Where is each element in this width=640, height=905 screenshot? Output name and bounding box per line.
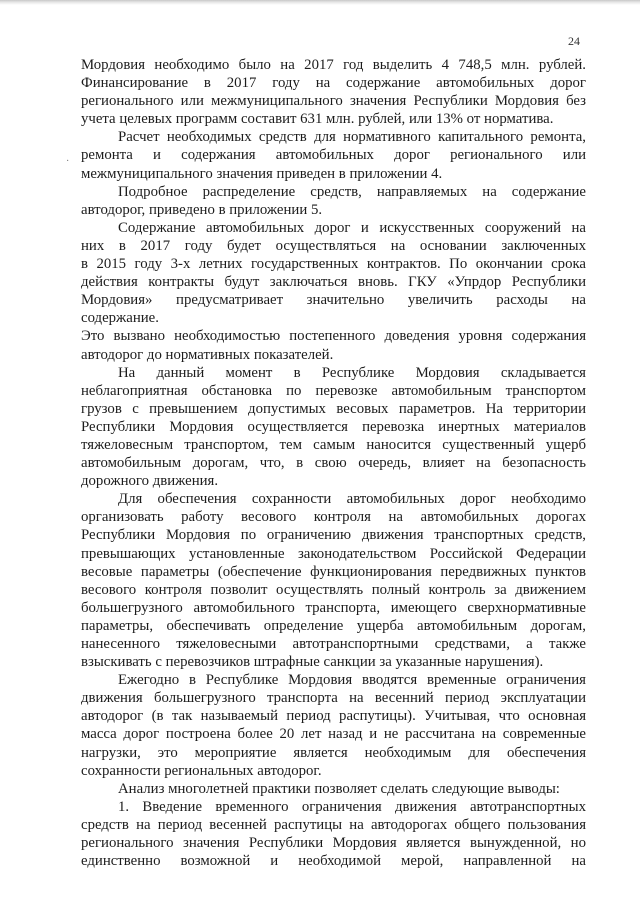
text-line: содержание. <box>81 310 159 327</box>
text-line: действия контракты будут заключаться вновь. ГКУ «Упрдор Республики <box>81 274 586 291</box>
text-line: Мордовия необходимо было на 2017 год выделить 4 748,5 млн. рублей. <box>81 57 586 73</box>
text-line: тяжеловесным транспортом, тем самым наносится существенный ущерб <box>81 436 586 453</box>
text-line: Это вызвано необходимостью постепенного доведения уровня содержания <box>81 328 586 345</box>
page-number: 24 <box>568 34 580 48</box>
text-line: автодорог (в так называемый период распутицы). Учитывая, что основная <box>81 708 586 725</box>
text-line: нанесенного тяжеловесными автотранспортными средствами, а также <box>81 636 586 652</box>
text-line: средств на период весенней распутицы на автодорогах общего пользования <box>81 816 586 833</box>
text-line: неблагоприятная обстановка по перевозке автомобильным транспортом <box>81 382 586 399</box>
text-line: масса дорог построена более 20 лет назад и не рассчитана на современные <box>81 726 586 743</box>
text-line: Республики Мордовия по ограничению движения транспортных средств, <box>81 527 586 544</box>
text-line: весового контроля позволит осуществлять полный контроль за движением <box>81 581 586 598</box>
scan-dot-mark: · <box>66 156 70 167</box>
text-line: ремонта и содержания автомобильных дорог регионального или <box>81 147 586 164</box>
text-line: Финансирование в 2017 году на содержание автомобильных дорог <box>81 75 586 92</box>
text-line: 1. Введение временного ограничения движения автотранспортных <box>118 798 586 815</box>
text-line: грузов с превышением допустимых весовых параметров. На территории <box>81 400 586 417</box>
text-line: Расчет необходимых средств для нормативного капитального ремонта, <box>118 129 586 146</box>
text-line: большегрузного автомобильного транспорта, имеющего сверхнормативные <box>81 599 586 616</box>
text-line: взыскивать с перевозчиков штрафные санкции за указанные нарушения). <box>81 654 544 671</box>
text-line: Подробное распределение средств, направляемых на содержание <box>118 183 586 200</box>
text-line: На данный момент в Республике Мордовия складывается <box>118 364 586 381</box>
text-line: Ежегодно в Республике Мордовия вводятся временные ограничения <box>118 672 586 689</box>
scan-edge-artifact <box>0 0 640 10</box>
text-line: межмуниципального значения приведен в приложении 4. <box>81 165 443 182</box>
text-line: в 2015 году 3-х летних государственных контрактов. По окончании срока <box>81 256 586 273</box>
text-line: организовать работу весового контроля на автомобильных дорогах <box>81 509 586 526</box>
text-line: них в 2017 году будет осуществляться на основании заключенных <box>81 237 586 254</box>
text-line: регионального или межмуниципального значения Республики Мордовия без <box>81 93 586 110</box>
text-line: автомобильным дорогам, что, в свою очередь, влияет на безопасность <box>81 455 586 472</box>
text-line: движения большегрузного транспорта на весенний период эксплуатации <box>81 690 586 707</box>
text-line: дорожного движения. <box>81 473 219 490</box>
text-line: единственно возможной и необходимой мерой, направленной на <box>81 853 586 870</box>
text-line: Мордовия» предусматривает значительно увеличить расходы на <box>81 292 586 309</box>
text-line: Для обеспечения сохранности автомобильных дорог необходимо <box>118 491 586 508</box>
text-line: регионального значения Республики Мордовия является вынужденной, но <box>81 835 586 852</box>
text-line: Анализ многолетней практики позволяет сделать следующие выводы: <box>118 780 560 797</box>
text-line: Содержание автомобильных дорог и искусственных сооружений на <box>118 219 586 236</box>
text-line: автодорог до нормативных показателей. <box>81 346 334 363</box>
text-line: сохранности региональных автодорог. <box>81 762 322 779</box>
text-line: нагрузки, это мероприятие является необходимым для обеспечения <box>81 744 586 761</box>
text-line: весовые параметры (обеспечение функционирования передвижных пунктов <box>81 563 586 580</box>
text-line: автодорог, приведено в приложении 5. <box>81 201 323 218</box>
text-line: превышающих установленные законодательством Российской Федерации <box>81 545 586 562</box>
text-line: Республики Мордовия осуществляется перевозка инертных материалов <box>81 418 586 435</box>
document-body <box>81 56 586 870</box>
text-line: учета целевых программ составит 631 млн. рублей, или 13% от норматива. <box>81 111 554 128</box>
text-line: параметры, обеспечивать определение ущерба автомобильным дорогам, <box>81 617 586 634</box>
